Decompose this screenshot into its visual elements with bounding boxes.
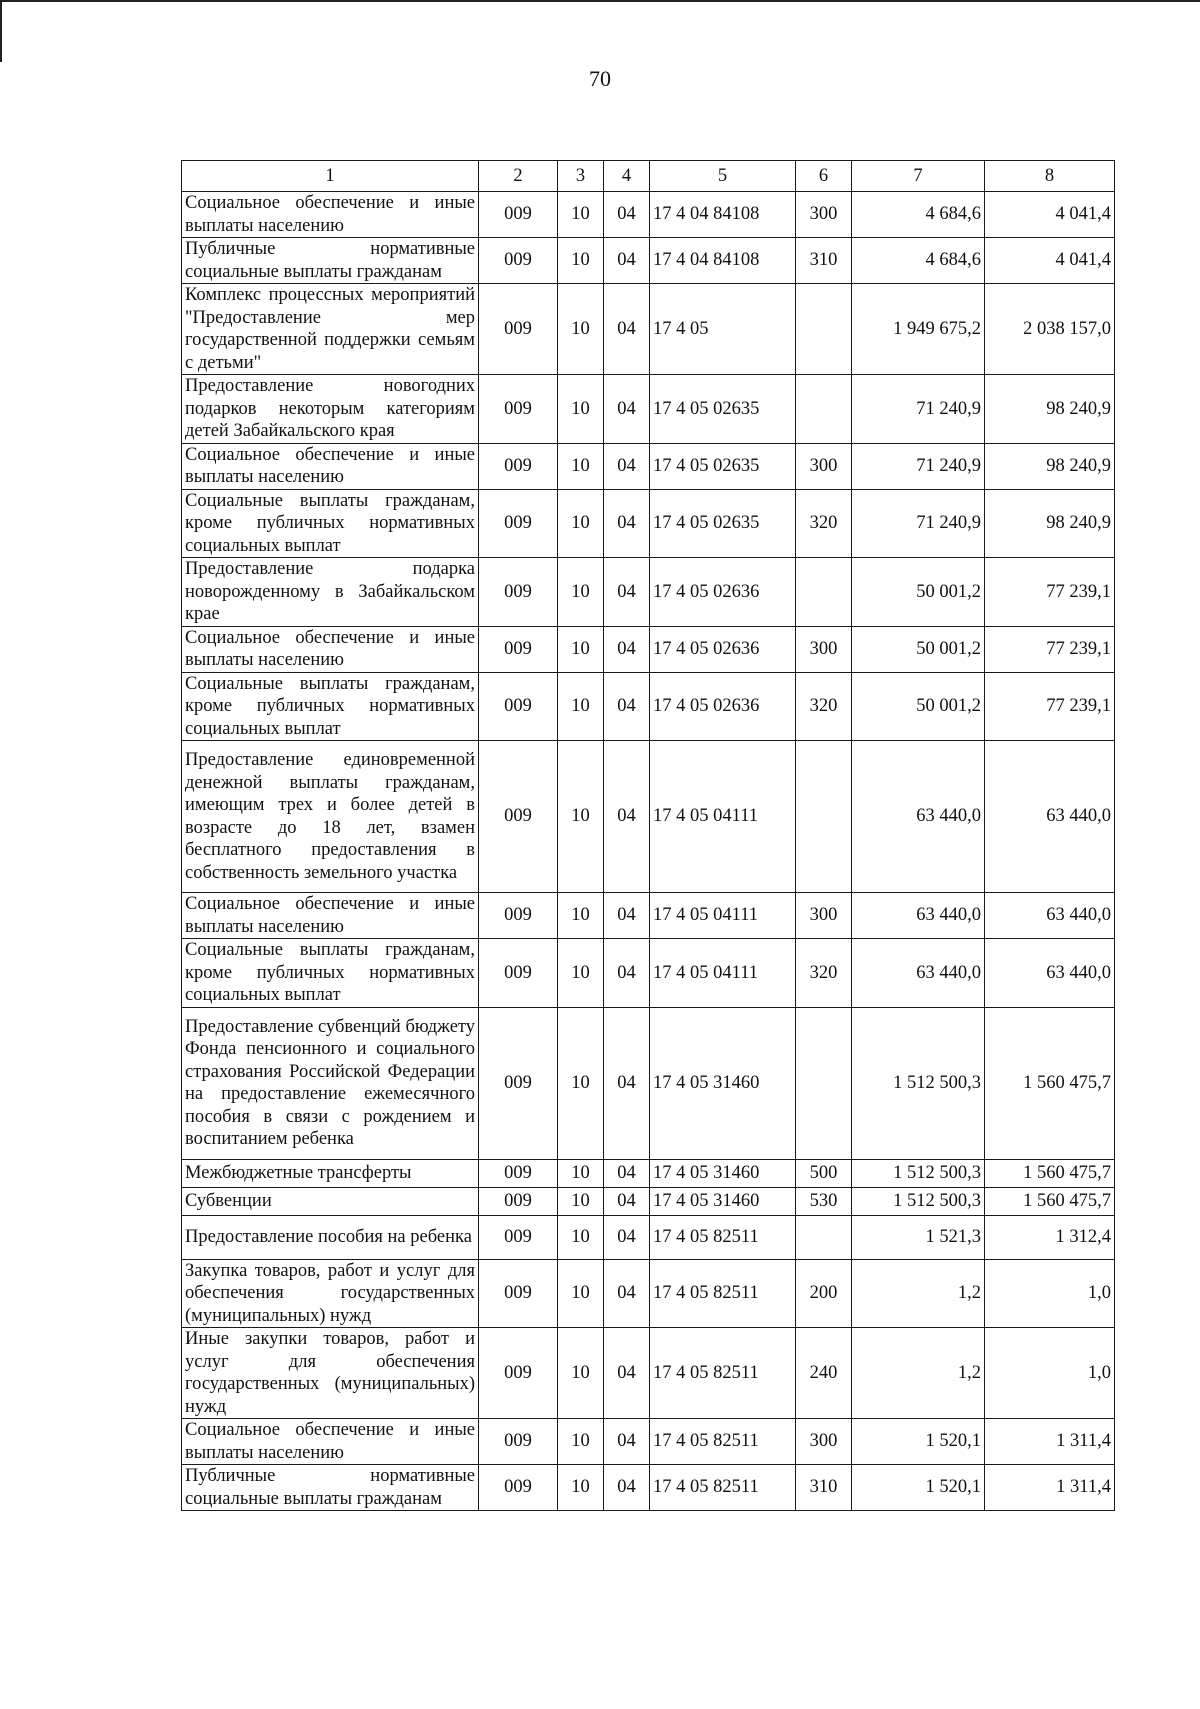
expense-type-cell	[796, 1215, 852, 1259]
table-row	[182, 443, 1115, 489]
amount-col7-cell: 50 001,2	[852, 672, 985, 741]
subsection-code-cell: 04	[604, 626, 650, 672]
amount-col7-cell: 1 949 675,2	[852, 284, 985, 375]
table-header-row	[182, 161, 1115, 192]
section-code-cell: 10	[558, 1187, 604, 1215]
target-article-cell: 17 4 05 82511	[650, 1465, 796, 1511]
row-name-cell: Публичные нормативные социальные выплаты гражданам	[182, 238, 479, 284]
expense-type-cell	[796, 558, 852, 627]
expense-type-cell: 320	[796, 672, 852, 741]
table-row	[182, 1259, 1115, 1328]
section-code-cell: 10	[558, 939, 604, 1008]
amount-col8-cell: 63 440,0	[985, 939, 1115, 1008]
amount-col8-cell: 1 311,4	[985, 1465, 1115, 1511]
section-code-cell: 10	[558, 1419, 604, 1465]
target-article-cell: 17 4 05 02635	[650, 489, 796, 558]
table-row	[182, 238, 1115, 284]
amount-col8-cell: 1 560 475,7	[985, 1159, 1115, 1187]
column-header-8: 8	[985, 161, 1115, 192]
column-header-7: 7	[852, 161, 985, 192]
amount-col8-cell: 1 311,4	[985, 1419, 1115, 1465]
subsection-code-cell: 04	[604, 443, 650, 489]
subsection-code-cell: 04	[604, 1007, 650, 1159]
table-row	[182, 192, 1115, 238]
row-name-cell: Межбюджетные трансферты	[182, 1159, 479, 1187]
subsection-code-cell: 04	[604, 284, 650, 375]
amount-col7-cell: 71 240,9	[852, 375, 985, 444]
subsection-code-cell: 04	[604, 1215, 650, 1259]
row-name-cell: Социальные выплаты гражданам, кроме публичных нормативных социальных выплат	[182, 489, 479, 558]
target-article-cell: 17 4 05 31460	[650, 1007, 796, 1159]
expense-type-cell	[796, 741, 852, 893]
ministry-code-cell: 009	[479, 893, 558, 939]
amount-col7-cell: 1 512 500,3	[852, 1159, 985, 1187]
subsection-code-cell: 04	[604, 1465, 650, 1511]
section-code-cell: 10	[558, 672, 604, 741]
target-article-cell: 17 4 05 82511	[650, 1328, 796, 1419]
target-article-cell: 17 4 05 31460	[650, 1187, 796, 1215]
amount-col8-cell: 4 041,4	[985, 192, 1115, 238]
amount-col8-cell: 77 239,1	[985, 626, 1115, 672]
expense-type-cell	[796, 284, 852, 375]
row-name-cell: Предоставление субвенций бюджету Фонда пенсионного и социального страхования Российской Федерации на предоставление ежемесячного пособия в связи с рождением и воспитанием ребенка	[182, 1007, 479, 1159]
amount-col7-cell: 50 001,2	[852, 626, 985, 672]
ministry-code-cell: 009	[479, 489, 558, 558]
ministry-code-cell: 009	[479, 238, 558, 284]
target-article-cell: 17 4 05 02636	[650, 558, 796, 627]
section-code-cell: 10	[558, 741, 604, 893]
amount-col8-cell: 1,0	[985, 1259, 1115, 1328]
expense-type-cell: 310	[796, 1465, 852, 1511]
target-article-cell: 17 4 05	[650, 284, 796, 375]
table-row	[182, 1419, 1115, 1465]
row-name-cell: Социальное обеспечение и иные выплаты населению	[182, 192, 479, 238]
amount-col7-cell: 4 684,6	[852, 192, 985, 238]
expense-type-cell: 200	[796, 1259, 852, 1328]
ministry-code-cell: 009	[479, 1187, 558, 1215]
expense-type-cell: 310	[796, 238, 852, 284]
table-row	[182, 558, 1115, 627]
section-code-cell: 10	[558, 1259, 604, 1328]
amount-col7-cell: 1 520,1	[852, 1465, 985, 1511]
row-name-cell: Предоставление новогодних подарков некоторым категориям детей Забайкальского края	[182, 375, 479, 444]
subsection-code-cell: 04	[604, 1328, 650, 1419]
target-article-cell: 17 4 05 02636	[650, 672, 796, 741]
section-code-cell: 10	[558, 1465, 604, 1511]
amount-col8-cell: 1 560 475,7	[985, 1007, 1115, 1159]
ministry-code-cell: 009	[479, 284, 558, 375]
section-code-cell: 10	[558, 558, 604, 627]
section-code-cell: 10	[558, 489, 604, 558]
column-header-5: 5	[650, 161, 796, 192]
section-code-cell: 10	[558, 893, 604, 939]
table-row	[182, 1159, 1115, 1187]
row-name-cell: Публичные нормативные социальные выплаты гражданам	[182, 1465, 479, 1511]
ministry-code-cell: 009	[479, 1419, 558, 1465]
target-article-cell: 17 4 04 84108	[650, 192, 796, 238]
ministry-code-cell: 009	[479, 375, 558, 444]
table-row	[182, 939, 1115, 1008]
table-row	[182, 1215, 1115, 1259]
subsection-code-cell: 04	[604, 939, 650, 1008]
target-article-cell: 17 4 05 31460	[650, 1159, 796, 1187]
ministry-code-cell: 009	[479, 672, 558, 741]
expense-type-cell: 300	[796, 1419, 852, 1465]
amount-col7-cell: 1 521,3	[852, 1215, 985, 1259]
expense-type-cell: 300	[796, 192, 852, 238]
subsection-code-cell: 04	[604, 1159, 650, 1187]
amount-col8-cell: 98 240,9	[985, 443, 1115, 489]
amount-col7-cell: 63 440,0	[852, 939, 985, 1008]
expense-type-cell: 320	[796, 489, 852, 558]
table-row	[182, 375, 1115, 444]
ministry-code-cell: 009	[479, 1328, 558, 1419]
table-row	[182, 489, 1115, 558]
amount-col7-cell: 50 001,2	[852, 558, 985, 627]
amount-col7-cell: 1,2	[852, 1328, 985, 1419]
amount-col7-cell: 1,2	[852, 1259, 985, 1328]
expense-type-cell: 320	[796, 939, 852, 1008]
row-name-cell: Предоставление единовременной денежной выплаты гражданам, имеющим трех и более детей в возрасте до 18 лет, взамен бесплатного предоставления в собственность земельного участка	[182, 741, 479, 893]
expense-type-cell	[796, 1007, 852, 1159]
amount-col7-cell: 63 440,0	[852, 741, 985, 893]
subsection-code-cell: 04	[604, 238, 650, 284]
row-name-cell: Социальное обеспечение и иные выплаты населению	[182, 443, 479, 489]
expense-type-cell: 240	[796, 1328, 852, 1419]
row-name-cell: Предоставление пособия на ребенка	[182, 1215, 479, 1259]
amount-col8-cell: 4 041,4	[985, 238, 1115, 284]
table-row	[182, 626, 1115, 672]
expense-type-cell: 530	[796, 1187, 852, 1215]
table-row	[182, 672, 1115, 741]
target-article-cell: 17 4 05 02636	[650, 626, 796, 672]
amount-col7-cell: 63 440,0	[852, 893, 985, 939]
target-article-cell: 17 4 05 82511	[650, 1215, 796, 1259]
table-body	[182, 192, 1115, 1511]
section-code-cell: 10	[558, 626, 604, 672]
section-code-cell: 10	[558, 1007, 604, 1159]
expense-type-cell: 500	[796, 1159, 852, 1187]
ministry-code-cell: 009	[479, 1465, 558, 1511]
row-name-cell: Социальные выплаты гражданам, кроме публичных нормативных социальных выплат	[182, 672, 479, 741]
subsection-code-cell: 04	[604, 489, 650, 558]
column-header-3: 3	[558, 161, 604, 192]
column-header-4: 4	[604, 161, 650, 192]
amount-col8-cell: 77 239,1	[985, 558, 1115, 627]
section-code-cell: 10	[558, 1215, 604, 1259]
row-name-cell: Субвенции	[182, 1187, 479, 1215]
ministry-code-cell: 009	[479, 192, 558, 238]
target-article-cell: 17 4 05 82511	[650, 1419, 796, 1465]
table-row	[182, 1007, 1115, 1159]
target-article-cell: 17 4 05 04111	[650, 939, 796, 1008]
row-name-cell: Закупка товаров, работ и услуг для обеспечения государственных (муниципальных) нужд	[182, 1259, 479, 1328]
row-name-cell: Иные закупки товаров, работ и услуг для обеспечения государственных (муниципальных) нужд	[182, 1328, 479, 1419]
subsection-code-cell: 04	[604, 1259, 650, 1328]
section-code-cell: 10	[558, 1328, 604, 1419]
table-row	[182, 741, 1115, 893]
ministry-code-cell: 009	[479, 558, 558, 627]
amount-col7-cell: 4 684,6	[852, 238, 985, 284]
section-code-cell: 10	[558, 1159, 604, 1187]
section-code-cell: 10	[558, 375, 604, 444]
row-name-cell: Социальное обеспечение и иные выплаты населению	[182, 626, 479, 672]
ministry-code-cell: 009	[479, 443, 558, 489]
table-row	[182, 1465, 1115, 1511]
section-code-cell: 10	[558, 443, 604, 489]
row-name-cell: Социальное обеспечение и иные выплаты населению	[182, 893, 479, 939]
subsection-code-cell: 04	[604, 192, 650, 238]
subsection-code-cell: 04	[604, 741, 650, 893]
budget-table	[181, 160, 1115, 1511]
amount-col8-cell: 2 038 157,0	[985, 284, 1115, 375]
amount-col8-cell: 77 239,1	[985, 672, 1115, 741]
amount-col7-cell: 1 512 500,3	[852, 1187, 985, 1215]
subsection-code-cell: 04	[604, 1419, 650, 1465]
ministry-code-cell: 009	[479, 626, 558, 672]
expense-type-cell: 300	[796, 443, 852, 489]
subsection-code-cell: 04	[604, 893, 650, 939]
row-name-cell: Предоставление подарка новорожденному в Забайкальском крае	[182, 558, 479, 627]
amount-col8-cell: 1 560 475,7	[985, 1187, 1115, 1215]
ministry-code-cell: 009	[479, 1159, 558, 1187]
amount-col7-cell: 71 240,9	[852, 489, 985, 558]
row-name-cell: Комплекс процессных мероприятий "Предоставление мер государственной поддержки семьям с детьми"	[182, 284, 479, 375]
ministry-code-cell: 009	[479, 1215, 558, 1259]
row-name-cell: Социальные выплаты гражданам, кроме публичных нормативных социальных выплат	[182, 939, 479, 1008]
target-article-cell: 17 4 05 02635	[650, 375, 796, 444]
ministry-code-cell: 009	[479, 1007, 558, 1159]
amount-col7-cell: 71 240,9	[852, 443, 985, 489]
table-row	[182, 1187, 1115, 1215]
column-header-6: 6	[796, 161, 852, 192]
amount-col8-cell: 1 312,4	[985, 1215, 1115, 1259]
row-name-cell: Социальное обеспечение и иные выплаты населению	[182, 1419, 479, 1465]
subsection-code-cell: 04	[604, 1187, 650, 1215]
expense-type-cell	[796, 375, 852, 444]
amount-col8-cell: 63 440,0	[985, 893, 1115, 939]
target-article-cell: 17 4 05 02635	[650, 443, 796, 489]
ministry-code-cell: 009	[479, 939, 558, 1008]
expense-type-cell: 300	[796, 626, 852, 672]
amount-col8-cell: 1,0	[985, 1328, 1115, 1419]
amount-col8-cell: 98 240,9	[985, 489, 1115, 558]
section-code-cell: 10	[558, 192, 604, 238]
scan-edge-left	[0, 0, 2, 62]
amount-col7-cell: 1 512 500,3	[852, 1007, 985, 1159]
target-article-cell: 17 4 05 04111	[650, 893, 796, 939]
page-number: 70	[589, 66, 611, 91]
section-code-cell: 10	[558, 284, 604, 375]
subsection-code-cell: 04	[604, 672, 650, 741]
target-article-cell: 17 4 05 04111	[650, 741, 796, 893]
amount-col7-cell: 1 520,1	[852, 1419, 985, 1465]
target-article-cell: 17 4 05 82511	[650, 1259, 796, 1328]
section-code-cell: 10	[558, 238, 604, 284]
expense-type-cell: 300	[796, 893, 852, 939]
column-header-1: 1	[182, 161, 479, 192]
subsection-code-cell: 04	[604, 558, 650, 627]
ministry-code-cell: 009	[479, 1259, 558, 1328]
scan-edge-top	[0, 0, 1200, 2]
table-row	[182, 284, 1115, 375]
ministry-code-cell: 009	[479, 741, 558, 893]
table-row	[182, 1328, 1115, 1419]
subsection-code-cell: 04	[604, 375, 650, 444]
column-header-2: 2	[479, 161, 558, 192]
table-row	[182, 893, 1115, 939]
amount-col8-cell: 63 440,0	[985, 741, 1115, 893]
amount-col8-cell: 98 240,9	[985, 375, 1115, 444]
target-article-cell: 17 4 04 84108	[650, 238, 796, 284]
